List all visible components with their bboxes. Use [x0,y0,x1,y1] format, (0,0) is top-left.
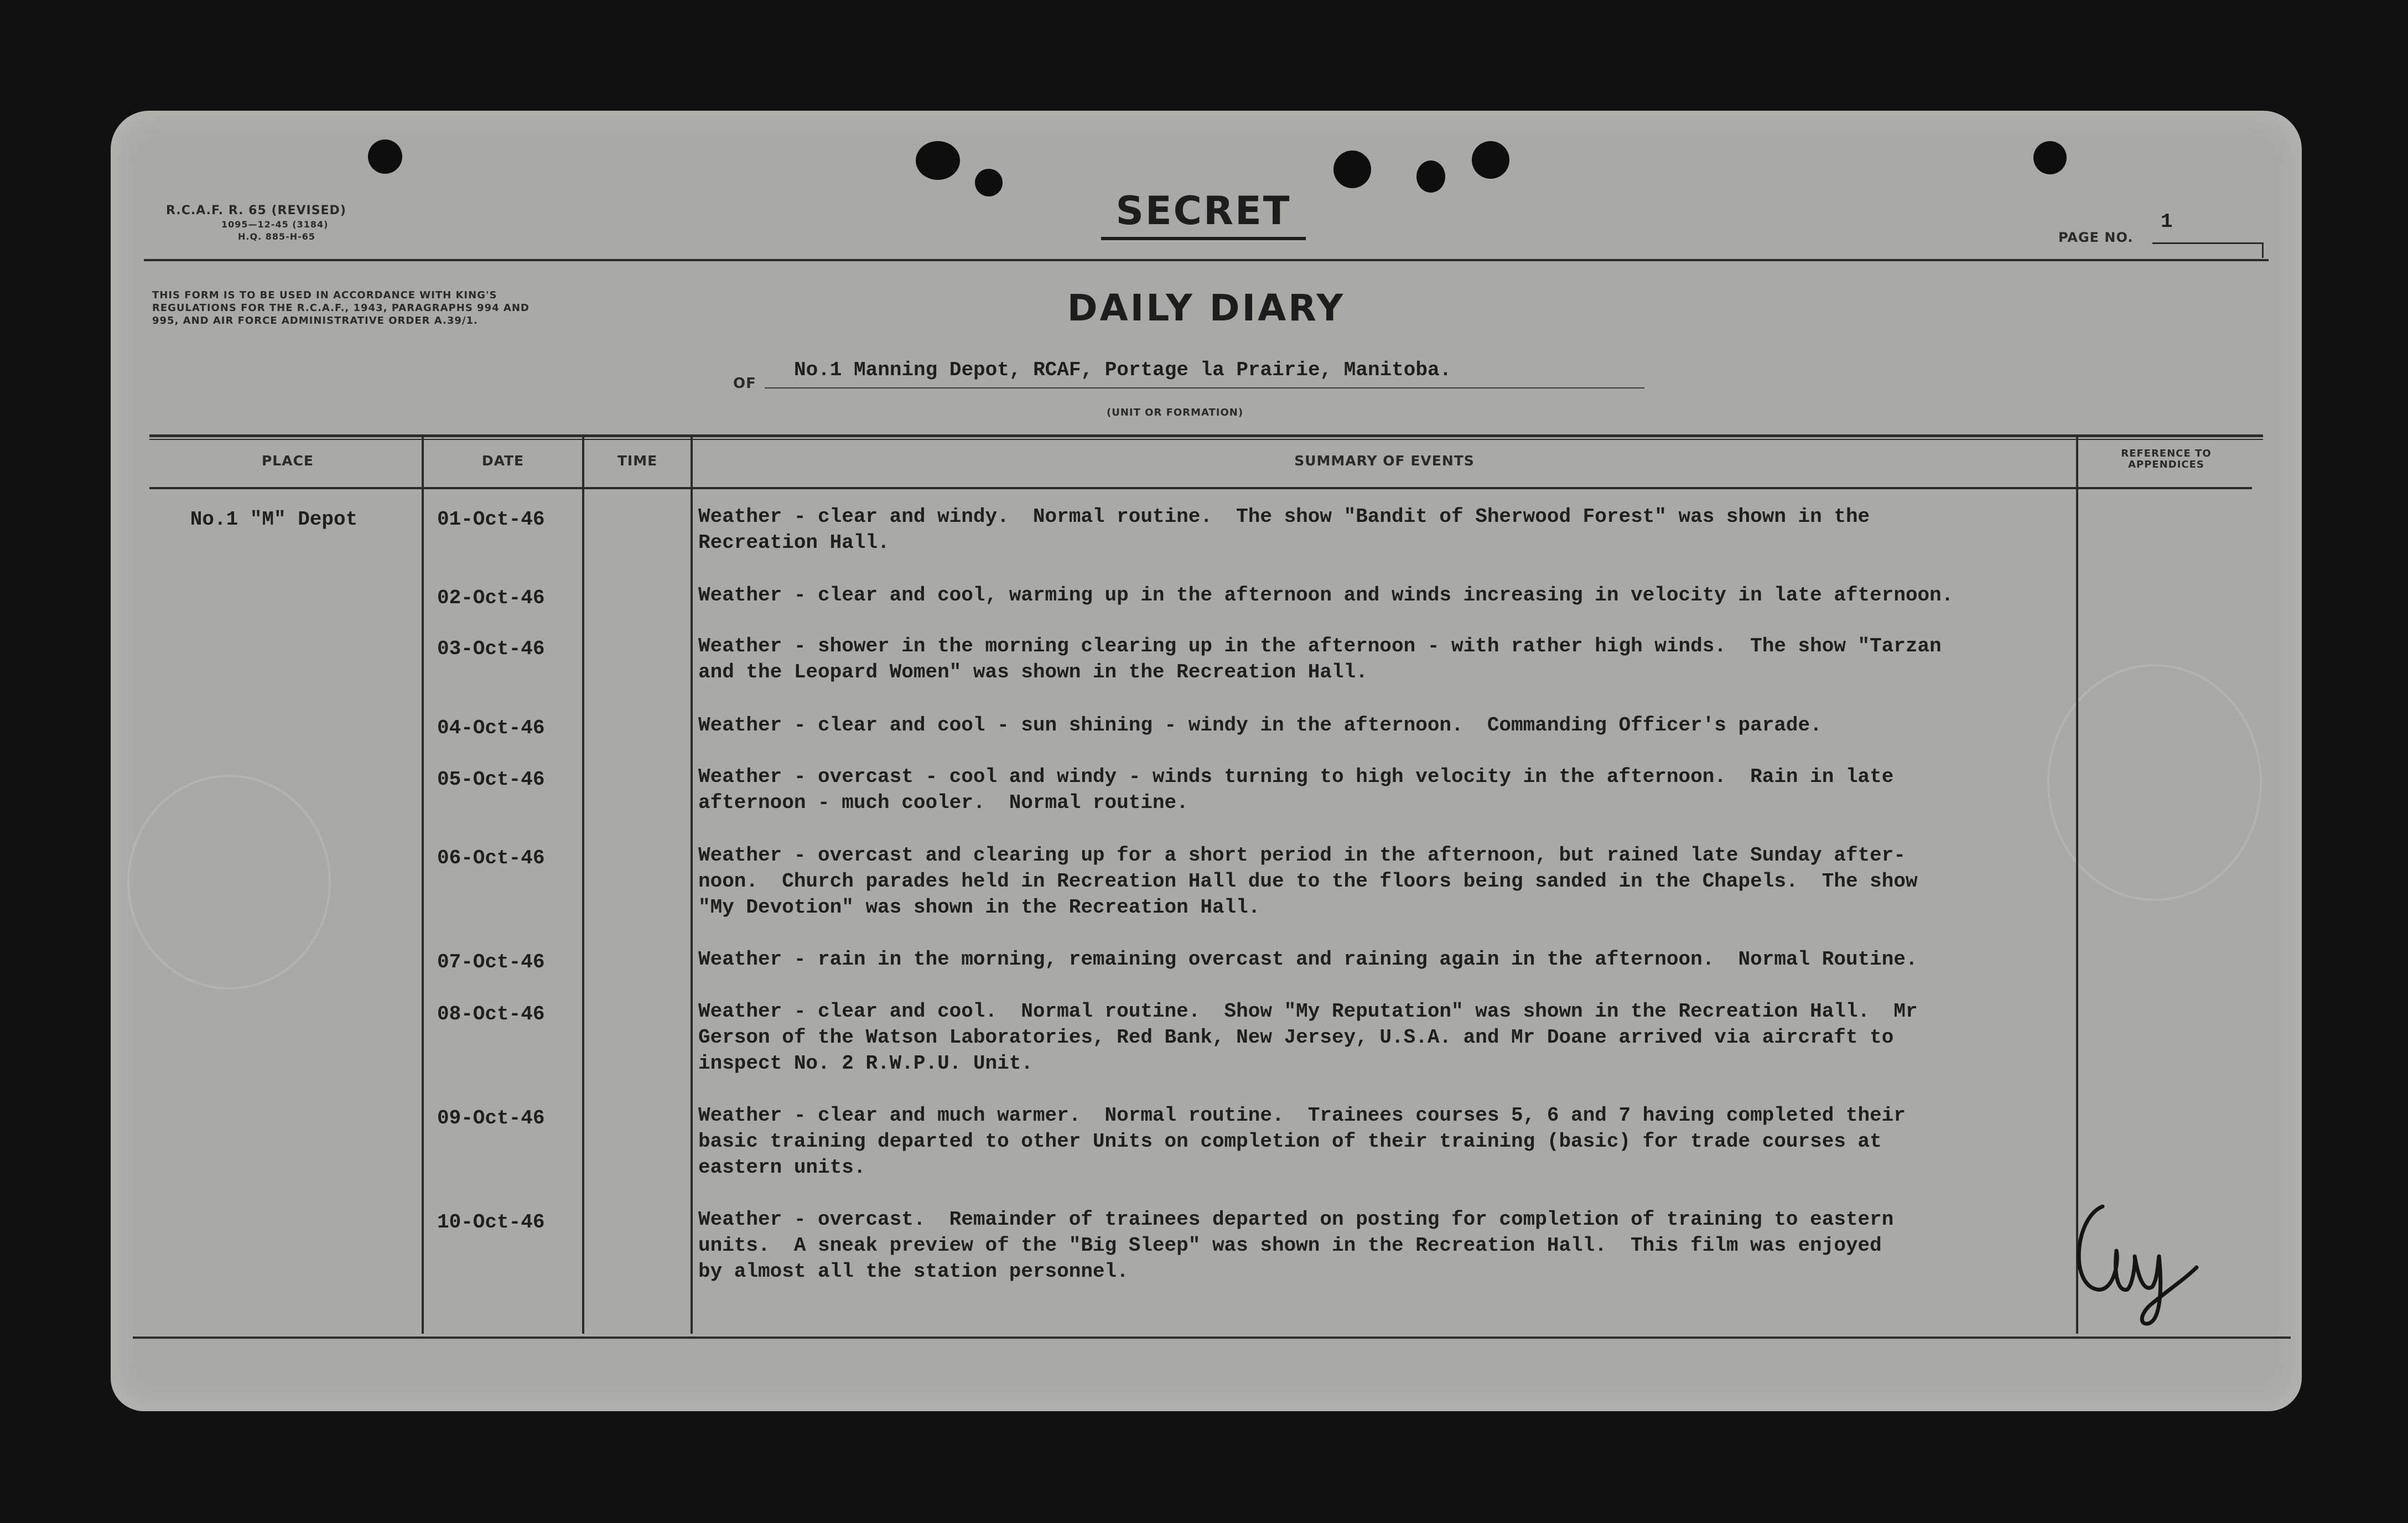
punch-hole [368,139,402,174]
entry-date: 01-Oct-46 [437,508,545,531]
entry-date: 04-Oct-46 [437,717,545,739]
entry-summary: Weather - shower in the morning clearing up in the afternoon - with rather high winds. The show "Tarzan and the Leopard Women" was shown in the Recreation Hall. [698,635,1942,683]
diary-title: DAILY DIARY [1067,287,1346,329]
regulation-note: THIS FORM IS TO BE USED IN ACCORDANCE WITH KING'S REGULATIONS FOR THE R.C.A.F., 1943, PARAGRAPHS 994 AND 995, AND AIR FORCE ADMINISTRATIVE ORDER A.39/1. [152,289,530,327]
entry-summary: Weather - overcast - cool and windy - winds turning to high velocity in the afternoon. Rain in late afternoon - much cooler. Normal routine. [698,765,1894,814]
column-header-date: DATE [481,453,525,469]
punch-hole [1472,141,1509,179]
punch-hole [916,141,960,180]
unit-caption: (UNIT OR FORMATION) [1107,407,1244,418]
place-value: No.1 "M" Depot [190,508,358,531]
entry-summary: Weather - overcast and clearing up for a short period in the afternoon, but rained late Sunday after- noon. Church parades held in Recreation Hall due to the floors being sanded in the Chapels. The show "My Devotion" was shown in the Recreation Hall. [698,844,1918,919]
entry-date: 03-Oct-46 [437,638,545,660]
entry-summary: Weather - clear and much warmer. Normal routine. Trainees courses 5, 6 and 7 having completed their basic training departed to other Units on completion of their training (basic) for trade courses at eastern units. [698,1104,1906,1179]
entry-summary: Weather - clear and cool - sun shining - windy in the afternoon. Commanding Officer's parade. [698,714,1822,737]
faded-stamp [127,775,331,990]
entry-date: 02-Oct-46 [437,587,545,609]
table-top-rule [149,434,2263,437]
form-code: R.C.A.F. R. 65 (REVISED) [166,204,346,217]
handwritten-signature [2064,1195,2213,1328]
entry-date: 08-Oct-46 [437,1003,545,1025]
of-label: OF [733,375,756,392]
punch-hole [1416,160,1445,193]
entry-summary: Weather - clear and windy. Normal routine. The show "Bandit of Sherwood Forest" was shown in the Recreation Hall. [698,505,1870,554]
table-top-rule-2 [149,439,2263,440]
page-number-line [2152,242,2263,244]
unit-underline [765,387,1644,388]
column-divider [582,437,584,1334]
punch-hole [2033,141,2067,174]
classification-underline [1101,237,1306,240]
punch-hole [1333,151,1371,188]
column-divider [691,437,693,1334]
entry-summary: Weather - overcast. Remainder of trainees departed on posting for completion of training to eastern units. A sneak preview of the "Big Sleep" was shown in the Recreation Hall. This film was enjoyed by almost all the station personnel. [698,1208,1894,1283]
entry-summary: Weather - rain in the morning, remaining overcast and raining again in the afternoon. Normal Routine. [698,948,1918,971]
form-code-line-3: H.Q. 885-H-65 [238,231,316,242]
column-divider [422,437,424,1334]
entry-date: 07-Oct-46 [437,951,545,973]
diary-page [111,111,2302,1411]
page-label: PAGE NO. [2058,230,2134,245]
classification-marking: SECRET [1115,188,1291,234]
punch-hole [975,169,1003,196]
entry-summary: Weather - clear and cool, warming up in the afternoon and winds increasing in velocity in late afternoon. [698,584,1954,607]
header-rule [144,259,2269,261]
entry-date: 05-Oct-46 [437,768,545,791]
entry-summary: Weather - clear and cool. Normal routine. Show "My Reputation" was shown in the Recreation Hall. Mr Gerson of the Watson Laboratories, Red Bank, New Jersey, U.S.A. and Mr Doane arrived via aircraft to inspect No. 2 R.W.P.U. Unit. [698,1000,1918,1075]
entry-date: 09-Oct-46 [437,1107,545,1130]
page-number-tick [2262,242,2264,258]
page-number: 1 [2161,210,2173,233]
column-header-rule [149,487,2252,489]
column-header-time: TIME [617,453,658,469]
entry-date: 10-Oct-46 [437,1211,545,1234]
form-code-line-2: 1095—12-45 (3184) [221,219,329,230]
column-header-reference: REFERENCE TO APPENDICES [2121,448,2212,470]
column-header-summary: SUMMARY OF EVENTS [1294,453,1475,469]
table-bottom-rule [133,1336,2291,1339]
unit-name: No.1 Manning Depot, RCAF, Portage la Prairie, Manitoba. [794,359,1452,381]
entry-date: 06-Oct-46 [437,847,545,869]
column-header-place: PLACE [261,453,314,469]
